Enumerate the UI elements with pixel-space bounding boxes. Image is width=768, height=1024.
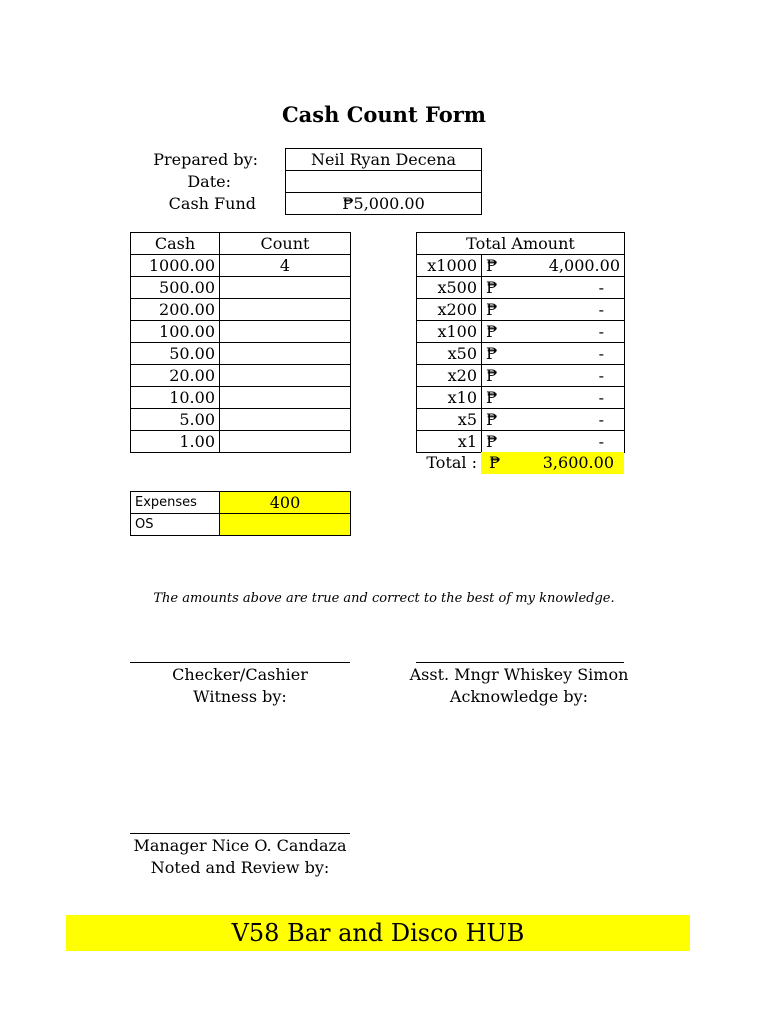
peso-sign: ₱	[482, 431, 502, 453]
table-row	[131, 255, 351, 277]
prepared-by-field[interactable]: Neil Ryan Decena	[285, 148, 482, 171]
amount-cell: -	[501, 277, 624, 299]
table-row	[417, 299, 625, 321]
peso-sign: ₱	[482, 387, 502, 409]
checker-name: Checker/Cashier	[172, 665, 308, 684]
peso-sign: ₱	[482, 365, 502, 387]
multiplier-cell: x20	[417, 365, 482, 387]
table-row	[417, 431, 625, 453]
amount-cell: -	[501, 409, 624, 431]
table-row	[131, 365, 351, 387]
multiplier-cell: x1000	[417, 255, 482, 277]
count-cell[interactable]	[220, 431, 351, 453]
cash-denomination: 10.00	[131, 387, 220, 409]
table-row	[131, 343, 351, 365]
cash-header: Cash	[131, 233, 220, 255]
count-cell[interactable]	[220, 277, 351, 299]
multiplier-cell: x50	[417, 343, 482, 365]
amount-cell: -	[501, 321, 624, 343]
multiplier-cell: x200	[417, 299, 482, 321]
total-label: Total :	[426, 453, 477, 472]
footer-banner: V58 Bar and Disco HUB	[66, 915, 690, 951]
os-value[interactable]	[220, 514, 351, 536]
cash-denomination: 1.00	[131, 431, 220, 453]
multiplier-cell: x1	[417, 431, 482, 453]
manager-name: Manager Nice O. Candaza	[133, 836, 347, 855]
amount-cell: -	[501, 431, 624, 453]
cash-denomination: 50.00	[131, 343, 220, 365]
form-title: Cash Count Form	[281, 102, 487, 127]
table-row	[131, 299, 351, 321]
peso-sign: ₱	[482, 277, 502, 299]
amount-cell: -	[501, 365, 624, 387]
count-cell[interactable]	[220, 409, 351, 431]
date-label: Date:	[187, 172, 231, 191]
total-amount-box	[481, 452, 624, 474]
peso-sign: ₱	[482, 321, 502, 343]
manager-role: Noted and Review by:	[150, 858, 330, 877]
table-row	[417, 409, 625, 431]
table-row	[417, 387, 625, 409]
peso-sign: ₱	[482, 255, 502, 277]
table-row	[417, 365, 625, 387]
total-amount-table	[416, 232, 625, 453]
cash-fund-field[interactable]: ₱5,000.00	[285, 192, 482, 215]
peso-sign: ₱	[482, 343, 502, 365]
count-cell[interactable]	[220, 387, 351, 409]
asst-signature-line	[416, 662, 624, 663]
table-row	[131, 514, 351, 536]
table-header-row	[131, 233, 351, 255]
cash-denomination: 20.00	[131, 365, 220, 387]
table-row	[131, 277, 351, 299]
os-label: OS	[131, 514, 220, 536]
checker-role: Witness by:	[193, 687, 287, 706]
count-cell[interactable]	[220, 343, 351, 365]
table-row	[131, 492, 351, 514]
cash-denomination: 100.00	[131, 321, 220, 343]
table-row	[417, 343, 625, 365]
table-row	[131, 409, 351, 431]
checker-signature-line	[130, 662, 350, 663]
amount-cell: 4,000.00	[501, 255, 624, 277]
multiplier-cell: x100	[417, 321, 482, 343]
peso-sign: ₱	[482, 299, 502, 321]
count-cell[interactable]: 4	[220, 255, 351, 277]
date-field[interactable]	[285, 170, 482, 193]
amount-cell: -	[501, 343, 624, 365]
table-row	[417, 255, 625, 277]
expenses-label: Expenses	[131, 492, 220, 514]
cash-denomination: 5.00	[131, 409, 220, 431]
cash-denomination: 1000.00	[131, 255, 220, 277]
table-row	[131, 431, 351, 453]
amount-cell: -	[501, 387, 624, 409]
count-cell[interactable]	[220, 299, 351, 321]
multiplier-cell: x5	[417, 409, 482, 431]
expenses-table	[130, 491, 351, 536]
asst-manager-name: Asst. Mngr Whiskey Simon	[409, 665, 629, 684]
table-row	[417, 321, 625, 343]
prepared-by-label: Prepared by:	[153, 150, 258, 169]
multiplier-cell: x10	[417, 387, 482, 409]
cash-denomination: 500.00	[131, 277, 220, 299]
asst-manager-role: Acknowledge by:	[449, 687, 589, 706]
count-cell[interactable]	[220, 321, 351, 343]
expenses-value[interactable]: 400	[220, 492, 351, 514]
manager-signature-line	[130, 833, 350, 834]
certification-note: The amounts above are true and correct to the best of my knowledge.	[153, 591, 615, 606]
amount-cell: -	[501, 299, 624, 321]
cash-fund-label: Cash Fund	[168, 194, 256, 213]
count-header: Count	[220, 233, 351, 255]
table-row	[417, 277, 625, 299]
table-header-row	[417, 233, 625, 255]
cash-denomination: 200.00	[131, 299, 220, 321]
table-row	[131, 321, 351, 343]
count-cell[interactable]	[220, 365, 351, 387]
total-amount-value: 3,600.00	[542, 453, 614, 472]
peso-sign: ₱	[482, 409, 502, 431]
table-row	[131, 387, 351, 409]
peso-sign: ₱	[489, 453, 501, 472]
cash-count-table	[130, 232, 351, 453]
total-amount-header: Total Amount	[417, 233, 625, 255]
multiplier-cell: x500	[417, 277, 482, 299]
